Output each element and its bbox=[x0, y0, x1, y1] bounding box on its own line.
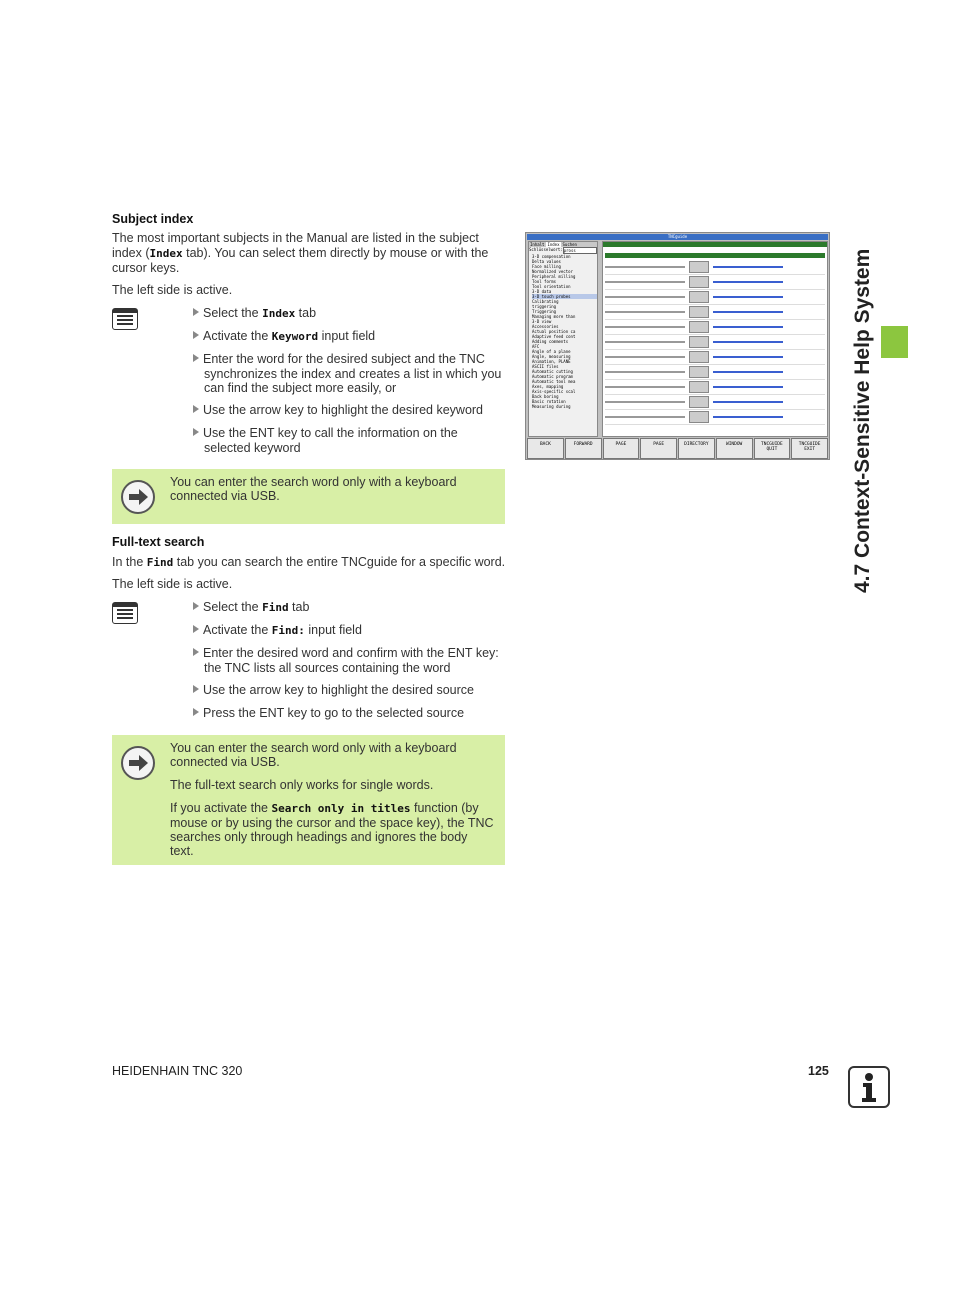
subject-index-heading: Subject index bbox=[112, 212, 194, 226]
softkey-label: TNCGUIDE EXIT bbox=[798, 442, 821, 452]
full-text-intro: In the Find tab you can search the entire TNCguide for a specific word. bbox=[112, 555, 506, 569]
index-item[interactable]: Normalized vector bbox=[532, 269, 573, 274]
softkey-4[interactable] bbox=[640, 438, 677, 459]
softkey-label: PAGE bbox=[615, 442, 627, 447]
content-row bbox=[605, 290, 825, 305]
index-item[interactable]: Automatic cutting bbox=[532, 369, 573, 374]
tab-suchen[interactable]: Suchen bbox=[562, 242, 577, 247]
index-item[interactable]: Angle, measuring bbox=[532, 354, 571, 359]
softkey-bar bbox=[527, 438, 828, 459]
content-row bbox=[605, 380, 825, 395]
index-item[interactable]: 3-D compensation bbox=[532, 254, 571, 259]
info-icon bbox=[848, 1066, 890, 1108]
subject-step-2: Activate the Keyword input field bbox=[193, 329, 375, 345]
tab-inhalt[interactable]: Inhalt bbox=[530, 242, 545, 247]
find-step-5: Press the ENT key to go to the selected source bbox=[193, 706, 464, 721]
index-item[interactable]: Tool orientation bbox=[532, 284, 571, 289]
document-icon bbox=[112, 602, 138, 624]
keyword-label: Schlüsselwort: bbox=[529, 247, 563, 252]
subject-note-text: You can enter the search word only with a keyboard connected via USB. bbox=[170, 475, 457, 503]
keyword-input[interactable]: pross bbox=[563, 247, 597, 254]
find-note-text-1: You can enter the search word only with a keyboard connected via USB. bbox=[170, 741, 457, 769]
find-step-4: Use the arrow key to highlight the desired source bbox=[193, 683, 474, 698]
softkey-label: PAGE bbox=[653, 442, 665, 447]
index-item[interactable]: Triggering bbox=[532, 309, 557, 314]
softkey-label: WINDOW bbox=[725, 442, 743, 447]
index-item[interactable]: Managing more than bbox=[532, 314, 576, 319]
tncguide-screenshot bbox=[525, 232, 830, 460]
softkey-label: FORWARD bbox=[573, 442, 593, 447]
softkey-label: DIRECTORY bbox=[684, 442, 709, 447]
index-item[interactable]: Automatic program bbox=[532, 374, 573, 379]
index-item[interactable]: 3-D touch probes bbox=[532, 294, 597, 299]
subject-step-3: Enter the word for the desired subject and the TNC synchronizes the index and creates a list in which you can find the subject more easily, or bbox=[193, 352, 513, 396]
index-item[interactable]: Face milling bbox=[532, 264, 561, 269]
softkey-5[interactable] bbox=[678, 438, 715, 459]
softkey-6[interactable] bbox=[716, 438, 753, 459]
softkey-label: BACK bbox=[539, 442, 551, 447]
chapter-tab bbox=[881, 326, 908, 358]
screenshot-left-panel bbox=[528, 241, 598, 437]
content-row bbox=[605, 395, 825, 410]
index-item[interactable]: Adding comments bbox=[532, 339, 569, 344]
index-item[interactable]: 3-D data bbox=[532, 289, 552, 294]
index-item[interactable]: 3-D view bbox=[532, 319, 552, 324]
screenshot-content-panel bbox=[602, 241, 828, 437]
content-rows bbox=[603, 258, 827, 427]
content-row bbox=[605, 335, 825, 350]
content-row bbox=[605, 305, 825, 320]
softkey-label: TNCGUIDE QUIT bbox=[761, 442, 783, 452]
content-row bbox=[605, 260, 825, 275]
softkey-7[interactable] bbox=[754, 438, 791, 459]
index-item[interactable]: Measuring during bbox=[532, 404, 571, 409]
subject-index-intro: The most important subjects in the Manual are listed in the subject index (Index tab). You can select them directly by mouse or with the cursor keys. bbox=[112, 231, 489, 275]
index-item[interactable]: Axes, mapping bbox=[532, 384, 564, 389]
content-row bbox=[605, 320, 825, 335]
subject-index-left-active: The left side is active. bbox=[112, 283, 233, 297]
screenshot-titlebar: TNCguide bbox=[527, 234, 828, 240]
index-item[interactable]: Animation, PLANE bbox=[532, 359, 571, 364]
index-item[interactable]: Adaptive feed cont bbox=[532, 334, 576, 339]
index-item[interactable]: Automatic tool mea bbox=[532, 379, 576, 384]
index-item[interactable]: Accessories bbox=[532, 324, 559, 329]
content-row bbox=[605, 410, 825, 425]
index-item[interactable]: Calibrating bbox=[532, 299, 559, 304]
index-item[interactable]: Tool forms bbox=[532, 279, 557, 284]
index-item[interactable]: Actual position ca bbox=[532, 329, 576, 334]
index-item[interactable]: Peripheral milling bbox=[532, 274, 576, 279]
index-item[interactable]: Angle of a plane bbox=[532, 349, 571, 354]
footer-product: HEIDENHAIN TNC 320 bbox=[112, 1064, 243, 1078]
softkey-8[interactable] bbox=[791, 438, 828, 459]
subject-step-4: Use the arrow key to highlight the desired keyword bbox=[193, 403, 483, 418]
softkey-3[interactable] bbox=[603, 438, 640, 459]
find-step-1: Select the Find tab bbox=[193, 600, 309, 616]
softkey-1[interactable] bbox=[527, 438, 564, 459]
content-row bbox=[605, 350, 825, 365]
find-note-text-2: The full-text search only works for single words. bbox=[170, 778, 434, 792]
index-item[interactable]: triggering bbox=[532, 304, 557, 309]
subject-step-5: Use the ENT key to call the information on the selected keyword bbox=[193, 426, 458, 455]
page-number: 125 bbox=[808, 1064, 829, 1078]
tab-index[interactable]: Index bbox=[547, 242, 560, 247]
content-row bbox=[605, 365, 825, 380]
index-item[interactable]: Delta values bbox=[532, 259, 561, 264]
document-icon bbox=[112, 308, 138, 330]
find-step-2: Activate the Find: input field bbox=[193, 623, 362, 639]
arrow-right-icon bbox=[121, 746, 155, 780]
index-item[interactable]: Basic rotation bbox=[532, 399, 566, 404]
index-list[interactable] bbox=[529, 254, 597, 409]
index-item[interactable]: Axis-specific scal bbox=[532, 389, 576, 394]
softkey-2[interactable] bbox=[565, 438, 602, 459]
content-row bbox=[605, 275, 825, 290]
index-item[interactable]: ASCII files bbox=[532, 364, 559, 369]
full-text-heading: Full-text search bbox=[112, 535, 205, 549]
arrow-right-icon bbox=[121, 480, 155, 514]
full-text-left-active: The left side is active. bbox=[112, 577, 233, 591]
index-item[interactable]: Back boring bbox=[532, 394, 559, 399]
chapter-title: 4.7 Context-Sensitive Help System bbox=[851, 248, 874, 593]
index-item[interactable]: AFC bbox=[532, 344, 540, 349]
subject-step-1: Select the Index tab bbox=[193, 306, 316, 322]
find-step-3: Enter the desired word and confirm with the ENT key: the TNC lists all sources containing the word bbox=[193, 646, 513, 675]
find-note-text-3: If you activate the Search only in titles function (by mouse or by using the cursor and the space key), the TNC searches only through headings and ignores the body text. bbox=[170, 801, 494, 858]
